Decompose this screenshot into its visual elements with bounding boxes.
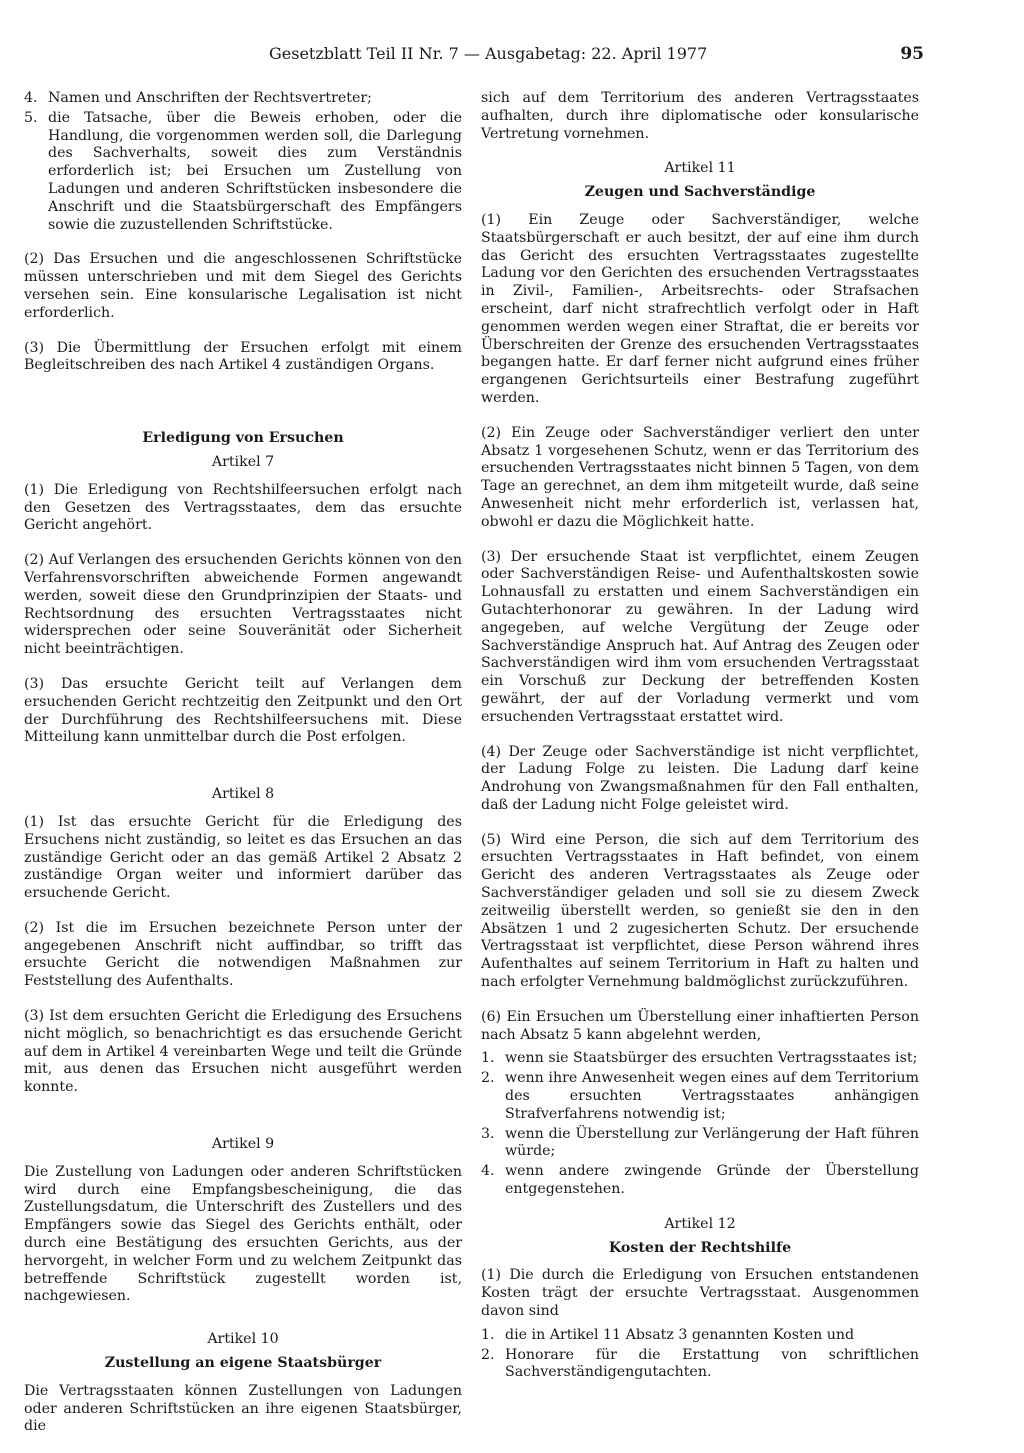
header-title: Gesetzblatt Teil II Nr. 7 — Ausgabetag: 22. April 1977: [269, 44, 708, 63]
paragraph: (1) Die Erledigung von Rechtshilfeersuchen erfolgt nach den Gesetzen des Vertragsstaates, dem das ersuchte Gericht angehört.: [24, 481, 462, 534]
paragraph: Die Zustellung von Ladungen oder anderen Schriftstücken wird durch eine Empfangsbescheinigung, die das Zustellungsdatum, die Unterschrift des Zustellers und des Empfängers sowie das Siegel des Gerichts enthält, oder durch eine Bestätigung des ersuchten Gerichts, aus der hervorgeht, in welcher Form und zu welchem Zeitpunkt das betreffende Schriftstück zugestellt worden ist, nachgewiesen.: [24, 1163, 462, 1305]
list-item-text: die Tatsache, über die Beweis erhoben, oder die Handlung, die vorgenommen werden soll, die Darlegung des Sachverhalts, soweit dies zum Verständnis erforderlich ist; bei Ersuchen um Zustellung von Ladungen und anderen Schriftstücken insbesondere die Anschrift und die Staatsbürgerschaft des Empfängers sowie die zuzustellenden Schriftstücke.: [48, 109, 462, 233]
article-10-heading: Zustellung an eigene Staatsbürger: [104, 1355, 382, 1372]
page-header: [24, 44, 924, 74]
paragraph: (4) Der Zeuge oder Sachverständige ist nicht verpflichtet, der Ladung Folge zu leisten. Die Ladung darf keine Androhung von Zwangsmaßnahmen für den Fall enthalten, daß der Ladung nicht Folge geleistet wird.: [481, 743, 919, 813]
list-item-number: 1.: [481, 1326, 495, 1343]
paragraph: (3) Das ersuchte Gericht teilt auf Verlangen dem ersuchenden Gericht rechtzeitig den Zeitpunkt und den Ort der Durchführung des Rechtshilfeersuchens mit. Diese Mitteilung kann unmittelbar durch die Post erfolgen.: [24, 675, 462, 746]
left-column: [24, 90, 462, 1453]
article-11-title: Artikel 11: [664, 160, 736, 177]
list-item: [481, 1327, 919, 1345]
section-heading-erledigung: Erledigung von Ersuchen: [142, 430, 344, 447]
paragraph: (3) Ist dem ersuchten Gericht die Erledigung des Ersuchens nicht möglich, so benachrichtigt es das ersuchende Gericht auf dem in Artikel 4 vereinbarten Wege und teilt die Gründe mit, aus denen das Ersuchen nicht ausgeführt werden konnte.: [24, 1008, 462, 1096]
list-item-text: wenn ihre Anwesenheit wegen eines auf dem Territorium des ersuchten Vertragsstaates anhängigen Strafverfahrens notwendig ist;: [505, 1070, 919, 1122]
list-item-text: wenn andere zwingende Gründe der Überstellung entgegenstehen.: [505, 1163, 919, 1198]
list-item: [481, 1347, 919, 1383]
article-12-title: Artikel 12: [664, 1215, 736, 1232]
article-8-title: Artikel 8: [211, 786, 275, 803]
paragraph: (1) Ist das ersuchte Gericht für die Erledigung des Ersuchens nicht zuständig, so leitet es das Ersuchen an das zuständige Gericht oder an das gemäß Artikel 2 Absatz 2 zuständige Organ weiter und informiert darüber das ersuchende Gericht.: [24, 813, 462, 902]
list-item-number: 2.: [481, 1070, 495, 1087]
article-10-title: Artikel 10: [207, 1331, 279, 1348]
article-12-heading: Kosten der Rechtshilfe: [608, 1239, 792, 1256]
list-item-number: 1.: [481, 1050, 495, 1067]
list-item-text: Namen und Anschriften der Rechtsvertreter;: [48, 90, 372, 106]
list-haft-reasons: [481, 1050, 919, 1198]
paragraph: (1) Ein Zeuge oder Sachverständiger, welche Staatsbürgerschaft er auch besitzt, der auf eine ihm durch das Gericht des ersuchten Vertragsstaates zugestellte Ladung vor den Gerichten des ersuchenden Vertragsstaates in Zivil-, Familien-, Arbeitsrechts- oder Strafsachen erscheint, darf nicht strafrechtlich verfolgt oder in Haft genommen werden wegen einer Straftat, die er bereits vor Überschreiten der Grenze des ersuchenden Vertragsstaates begangen hatte. Er darf ferner nicht aufgrund eines früher ergangenen Gerichtsurteils einer Bestrafung zugeführt werden.: [481, 211, 919, 406]
paragraph: sich auf dem Territorium des anderen Vertragsstaates aufhalten, durch ihre diplomatische oder konsularische Vertretung vornehmen.: [481, 90, 919, 142]
paragraph: (3) Der ersuchende Staat ist verpflichtet, einem Zeugen oder Sachverständigen Reise- und Aufenthaltskosten sowie Lohnausfall zu erstatten und einem Sachverständigen ein Gutachterhonorar zu gewähren. In der Ladung wird angegeben, auf welche Vergütung der Zeuge oder Sachverständige Anspruch hat. Auf Antrag des Zeugen oder Sachverständigen wird ihm vom ersuchenden Vertragsstaat ein Vorschuß zur Deckung der betreffenden Kosten gewährt, der auf der Vorladung vermerkt und vom ersuchenden Vertragsstaat erstattet wird.: [481, 548, 919, 725]
paragraph: (3) Die Übermittlung der Ersuchen erfolgt mit einem Begleitschreiben des nach Artikel 4 zuständigen Organs.: [24, 339, 462, 374]
list-item-number: 4.: [24, 90, 38, 106]
paragraph: (6) Ein Ersuchen um Überstellung einer inhaftierten Person nach Absatz 5 kann abgelehnt werden,: [481, 1008, 919, 1043]
list-cost-exceptions: [481, 1327, 919, 1382]
paragraph: (5) Wird eine Person, die sich auf dem Territorium des ersuchten Vertragsstaates in Haft befindet, von einem Gericht des anderen Vertragsstaates als Zeuge oder Sachverständiger geladen und soll sie zu diesem Zweck zeitweilig überstellt werden, so genießt sie den in den Absätzen 1 und 2 zugesicherten Schutz. Der ersuchende Vertragsstaat ist verpflichtet, diese Person während ihres Aufenthaltes auf seinem Territorium in Haft zu halten und nach erfolgter Vernehmung baldmöglichst zurückzuführen.: [481, 831, 919, 991]
paragraph: (2) Ist die im Ersuchen bezeichnete Person unter der angegebenen Anschrift nicht auffindbar, so trifft das ersuchte Gericht die notwendigen Maßnahmen zur Feststellung des Aufenthalts.: [24, 919, 462, 990]
article-11-heading: Zeugen und Sachverständige: [584, 184, 816, 201]
paragraph: (1) Die durch die Erledigung von Ersuchen entstandenen Kosten trägt der ersuchte Vertragsstaat. Ausgenommen davon sind: [481, 1267, 919, 1320]
list-items-4-5: [24, 90, 462, 234]
list-item-number: 2.: [481, 1346, 495, 1363]
list-item-number: 4.: [481, 1163, 495, 1180]
paragraph: (2) Das Ersuchen und die angeschlossenen Schriftstücke müssen unterschrieben und mit dem Siegel des Gerichts versehen sein. Eine konsularische Legalisation ist nicht erforderlich.: [24, 251, 462, 321]
page-number: 95: [900, 44, 924, 64]
list-item: [24, 110, 462, 235]
paragraph: (2) Ein Zeuge oder Sachverständiger verliert den unter Absatz 1 vorgesehenen Schutz, wenn er das Territorium des ersuchenden Vertragsstaates nicht binnen 5 Tagen, von dem Tage an gerechnet, an dem ihm mitgeteilt wurde, daß seine Anwesenheit nicht mehr erforderlich ist, verlassen hat, obwohl er dazu die Möglichkeit hatte.: [481, 424, 919, 530]
article-9-title: Artikel 9: [211, 1136, 275, 1153]
list-item-number: 3.: [481, 1125, 495, 1142]
article-7-title: Artikel 7: [211, 453, 275, 470]
list-item-text: wenn die Überstellung zur Verlängerung der Haft führen würde;: [505, 1125, 919, 1160]
list-item: [481, 1163, 919, 1199]
paragraph: (2) Auf Verlangen des ersuchenden Gerichts können von den Verfahrensvorschriften abweichende Formen angewandt werden, soweit diese den Grundprinzipien der Staats- und Rechtsordnung des ersuchten Vertragsstaates nicht widersprechen oder seine Souveränität oder Sicherheit nicht beeinträchtigen.: [24, 552, 462, 658]
list-item-number: 5.: [24, 109, 38, 126]
right-column: [481, 90, 919, 1399]
list-item-text: Honorare für die Erstattung von schriftlichen Sachverständigengutachten.: [505, 1346, 919, 1381]
list-item: [481, 1050, 919, 1068]
list-item-text: die in Artikel 11 Absatz 3 genannten Kosten und: [505, 1326, 855, 1343]
list-item: [24, 90, 462, 108]
list-item-text: wenn sie Staatsbürger des ersuchten Vertragsstaates ist;: [505, 1050, 918, 1067]
list-item: [481, 1070, 919, 1123]
paragraph: Die Vertragsstaaten können Zustellungen von Ladungen oder anderen Schriftstücken an ihre eigenen Staatsbürger, die: [24, 1382, 462, 1435]
list-item: [481, 1126, 919, 1162]
